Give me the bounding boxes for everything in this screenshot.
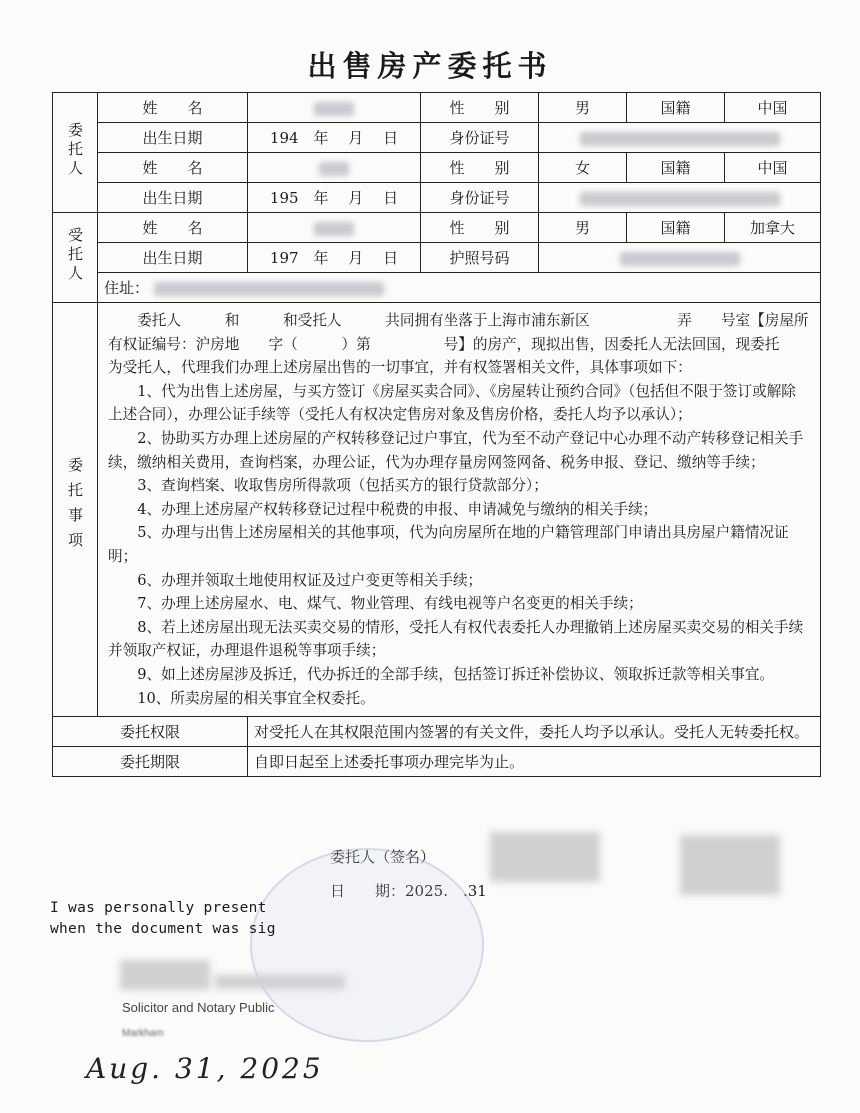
handwritten-date: Aug. 31, 2025: [86, 1052, 324, 1085]
matter-item: 8、若上述房屋出现无法买卖交易的情形，受托人有权代表委托人办理撤销上述房屋买卖交易的相关手续并领取产权证，办理退件退税等事项手续；: [108, 618, 804, 660]
notary-line-1: I was personally present: [50, 900, 267, 916]
dob-label: 出生日期: [98, 183, 248, 213]
principal-2-gender: 女: [539, 153, 627, 183]
term-label: 委托期限: [53, 747, 248, 777]
matter-item: 7、办理上述房屋水、电、煤气、物业管理、有线电视等户名变更的相关手续；: [137, 595, 643, 613]
principal-1-gender: 男: [539, 93, 627, 123]
notary-line-2: when the document was sig: [50, 921, 276, 937]
date-label: 日 期：: [330, 882, 406, 900]
signature-label: 委托人（签名）: [330, 848, 436, 866]
agent-address-row: [53, 273, 821, 303]
passport-label: 护照号码: [421, 243, 539, 273]
gender-label: 性 别: [421, 153, 539, 183]
matters-content: [98, 303, 824, 717]
address-label: 住址：: [104, 279, 150, 297]
gender-label: 性 别: [421, 93, 539, 123]
principal-2-nationality: 中国: [725, 153, 821, 183]
authority-text: 对受托人在其权限范围内签署的有关文件，委托人均予以承认。受托人无转委托权。: [248, 717, 821, 747]
principal-2-dob-row: [53, 183, 821, 213]
notary-stamp-address: Markham: [122, 1028, 164, 1039]
matter-item: 6、办理并领取土地使用权证及过户变更等相关手续；: [137, 571, 483, 589]
principal-1-name: [248, 93, 421, 123]
principal-1-dob: 194 年 月 日: [248, 123, 421, 153]
name-label: 姓 名: [98, 153, 248, 183]
id-label: 身份证号: [421, 183, 539, 213]
signature-redacted: [680, 835, 780, 895]
notary-stamp-title: Solicitor and Notary Public: [122, 1000, 275, 1015]
principal-1-id: [539, 123, 821, 153]
notary-seal: [250, 848, 484, 1042]
matter-item: 1、代为出售上述房屋，与买方签订《房屋买卖合同》、《房屋转让预约合同》（包括但不限于签订或解除上述合同），办理公证手续等（受托人有权决定售房对象及售房价格，委托人均予以承认）；: [108, 382, 796, 424]
agent-gender: 男: [539, 213, 627, 243]
dob-label: 出生日期: [98, 123, 248, 153]
agent-passport: [539, 243, 821, 273]
agent-dob: 197 年 月 日: [248, 243, 421, 273]
dob-label: 出生日期: [98, 243, 248, 273]
principal-1-name-row: [53, 93, 821, 123]
agent-address: [98, 273, 821, 303]
authority-label: 委托权限: [53, 717, 248, 747]
nationality-label: 国籍: [627, 153, 725, 183]
agent-name: [248, 213, 421, 243]
principal-2-dob: 195 年 月 日: [248, 183, 421, 213]
principal-2-name-row: [53, 153, 821, 183]
matters-intro: 委托人 和 和受托人 共同拥有坐落于上海市浦东新区 弄 号室【房屋所有权证编号：沪房地 字（ ）第 号】的房产，现拟出售，因委托人无法回国，现委托 为受托人，代理我们办理上述房屋出售的一切事宜，并有权签署相关文件，具体事项如下：: [108, 312, 824, 377]
notary-name-redacted: [120, 960, 210, 990]
name-label: 姓 名: [98, 93, 248, 123]
document-title: 出售房产委托书: [307, 49, 553, 83]
principal-1-dob-row: [53, 123, 821, 153]
agent-dob-row: [53, 243, 821, 273]
matter-item: 4、办理上述房屋产权转移登记过程中税费的申报、申请减免与缴纳的相关手续；: [137, 500, 658, 518]
agent-name-row: [53, 213, 821, 243]
agent-label: 受托人: [53, 213, 98, 303]
matter-item: 9、如上述房屋涉及拆迁，代办拆迁的全部手续，包括签订拆迁补偿协议、领取拆迁款等相关事宜。: [137, 665, 775, 683]
authority-row: [53, 717, 821, 747]
entrustment-form: [52, 92, 824, 777]
nationality-label: 国籍: [627, 213, 725, 243]
matter-item: 3、查询档案、收取售房所得款项（包括买方的银行贷款部分）；: [137, 477, 548, 495]
agent-nationality: 加拿大: [725, 213, 821, 243]
principal-1-nationality: 中国: [725, 93, 821, 123]
nationality-label: 国籍: [627, 93, 725, 123]
notary-name-redacted: [215, 975, 345, 989]
principal-2-name: [248, 153, 421, 183]
matters-label: 委托事项: [53, 303, 98, 717]
term-text: 自即日起至上述委托事项办理完毕为止。: [248, 747, 821, 777]
name-label: 姓 名: [98, 213, 248, 243]
principal-label: 委托人: [53, 93, 98, 213]
matter-item: 10、所卖房屋的相关事宜全权委托。: [137, 689, 375, 707]
term-row: [53, 747, 821, 777]
matters-row: [53, 303, 821, 717]
gender-label: 性 别: [421, 213, 539, 243]
date-value: 2025. .31: [405, 882, 487, 900]
matter-item: 5、办理与出售上述房屋相关的其他事项，代为向房屋所在地的户籍管理部门申请出具房屋户籍情况证明；: [108, 524, 789, 565]
matter-item: 2、协助买方办理上述房屋的产权转移登记过户事宜，代为至不动产登记中心办理不动产转移登记相关手续，缴纳相关费用，查询档案，办理公证，代为办理存量房网签网备、税务申报、登记、缴纳等手续；: [108, 429, 804, 471]
id-label: 身份证号: [421, 123, 539, 153]
signature-redacted: [490, 832, 600, 882]
principal-2-id: [539, 183, 821, 213]
